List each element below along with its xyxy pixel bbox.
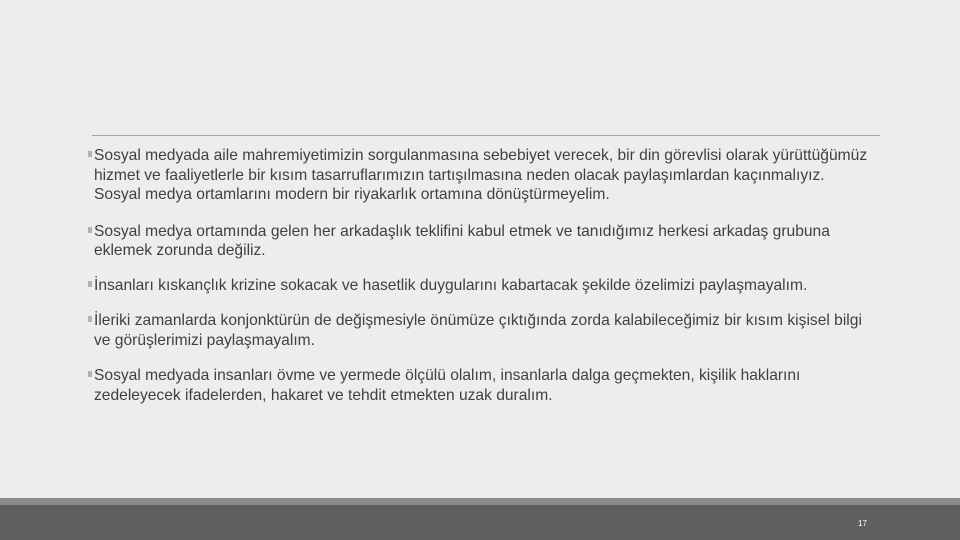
bullet-marker-icon [88, 227, 92, 233]
bullet-item [88, 366, 868, 405]
footer-bar [0, 505, 960, 540]
page-number: 17 [858, 519, 867, 528]
bullet-marker-icon [88, 281, 92, 287]
bullet-text: Sosyal medyada insanları övme ve yermede ölçülü olalım, insanlarla dalga geçmekten, kişilik haklarını zedeleyecek ifadelerden, hakaret ve tehdit etmekten uzak duralım. [94, 367, 801, 404]
bullet-text: İleriki zamanlarda konjonktürün de değişmesiyle önümüze çıktığında zorda kalabileceğimiz bir kısım kişisel bilgi ve görüşlerimizi paylaşmayalım. [94, 312, 862, 349]
bullet-item [88, 146, 868, 205]
bullet-item [88, 276, 868, 296]
bullet-text: İnsanları kıskançlık krizine sokacak ve hasetlik duygularını kabartacak şekilde özelimizi paylaşmayalım. [94, 276, 808, 294]
bullet-item [88, 311, 868, 350]
bullet-marker-icon [88, 371, 92, 377]
bullet-marker-icon [88, 316, 92, 322]
bullet-text: Sosyal medyada aile mahremiyetimizin sorgulanmasına sebebiyet verecek, bir din görevlisi olarak yürüttüğümüz hizmet ve faaliyetlerle bir kısım tasarruflarımızın tartışılmasına neden olacak paylaşımlardan kaçınmalıyız. Sosyal medya ortamlarını modern bir riyakarlık ortamına dönüştürmeyelim. [94, 147, 868, 203]
bullet-marker-icon [88, 151, 92, 157]
bullet-list [88, 146, 868, 405]
bullet-text: Sosyal medya ortamında gelen her arkadaşlık teklifini kabul etmek ve tanıdığımız herkesi arkadaş grubuna eklemek zorunda değiliz. [94, 222, 830, 259]
footer-accent-bar [0, 498, 960, 505]
title-divider [92, 135, 880, 136]
bullet-item [88, 222, 868, 261]
